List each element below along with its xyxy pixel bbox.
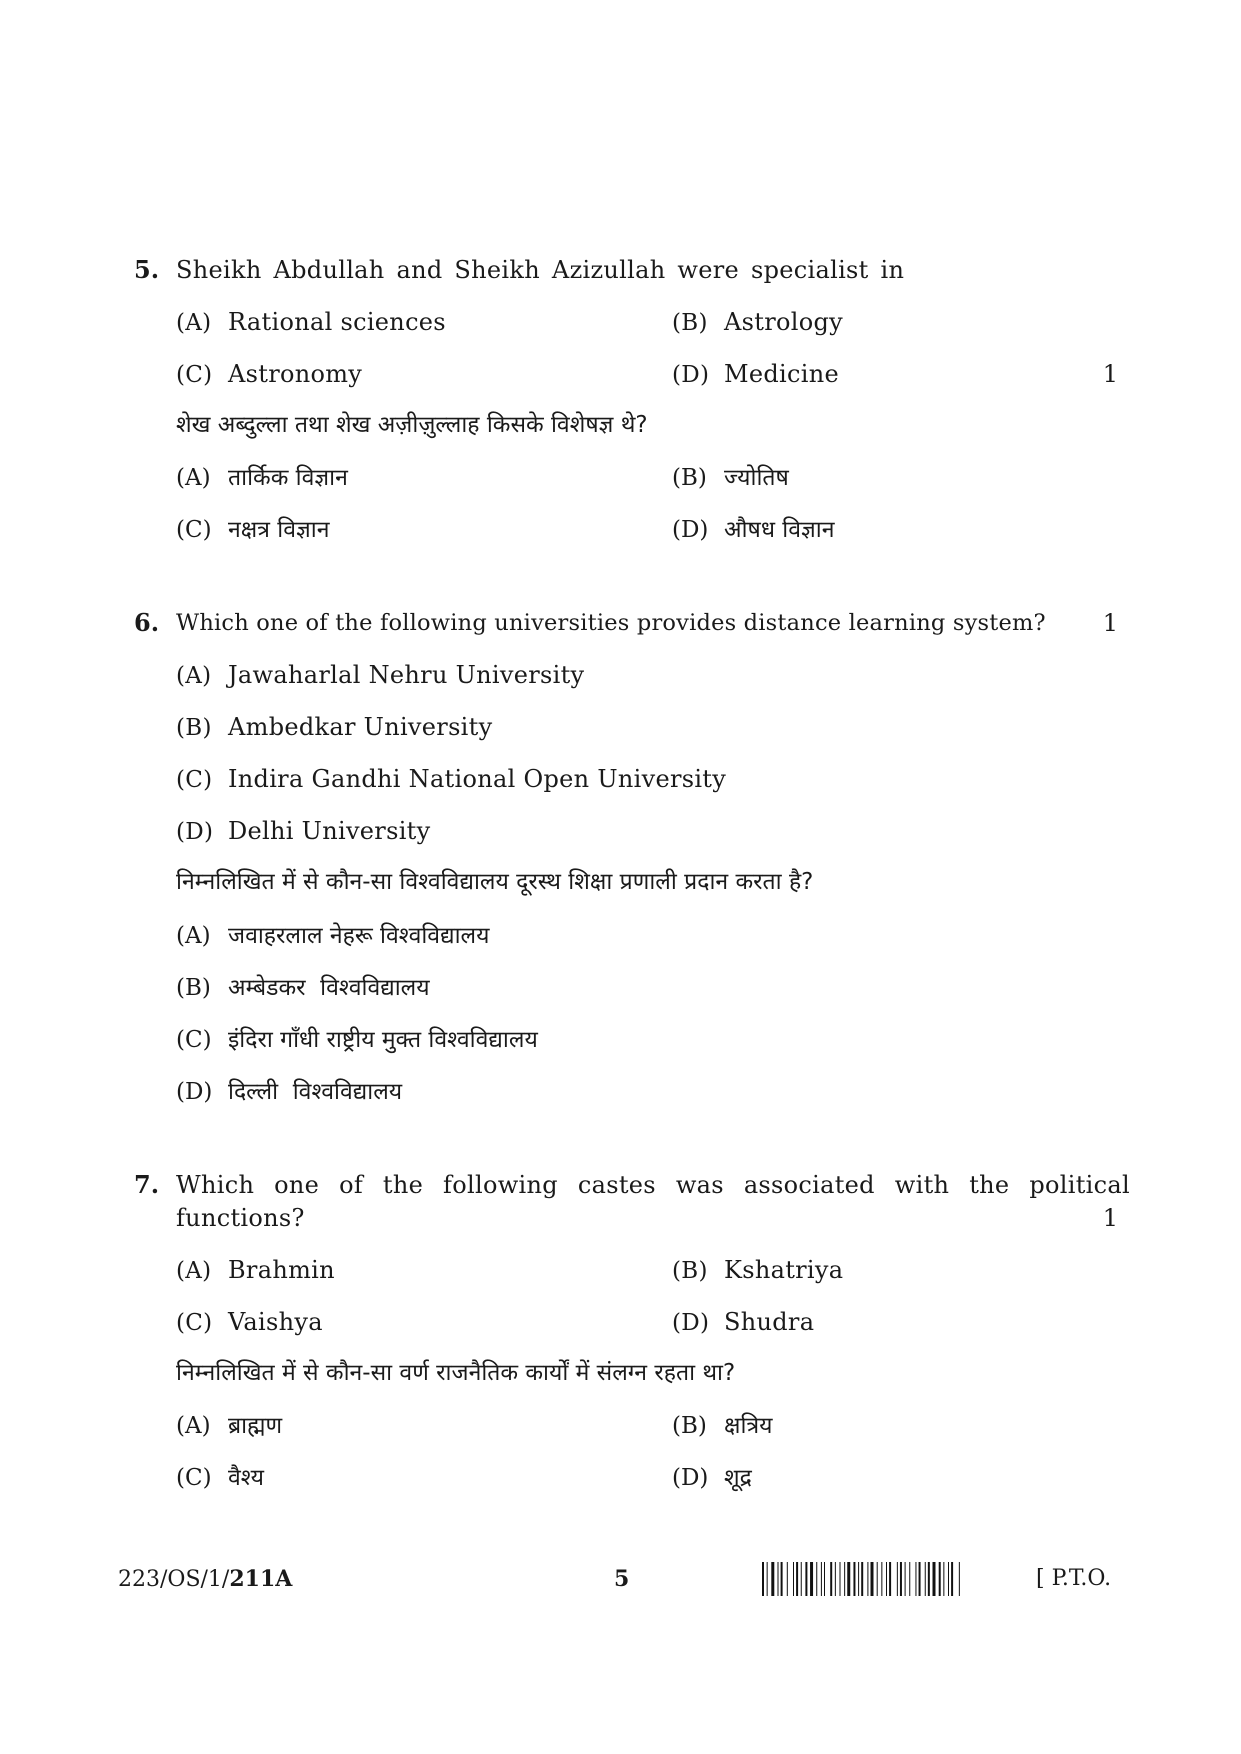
question-7-number: 7. (134, 1170, 160, 1199)
q7-option-a-en: (A) Brahmin (176, 1256, 335, 1284)
question-7-text-en-line1: Which one of the following castes was associated with the political (176, 1171, 1130, 1199)
question-5-text-hi: शेख अब्दुल्ला तथा शेख अज़ीज़ुल्लाह किसके विशेषज्ञ थे? (176, 412, 648, 438)
q7-option-c-en: (C) Vaishya (176, 1308, 323, 1336)
q7-option-a-hi: (A) ब्राह्मण (176, 1413, 283, 1439)
q6-option-b-en: (B) Ambedkar University (176, 713, 493, 741)
q7-option-d-hi: (D) शूद्र (672, 1465, 752, 1491)
q6-option-a-hi: (A) जवाहरलाल नेहरू विश्वविद्यालय (176, 923, 490, 949)
q6-option-d-hi: (D) दिल्ली विश्वविद्यालय (176, 1079, 403, 1105)
pto-label: [ P.T.O. (1036, 1566, 1112, 1591)
q5-option-c-en: (C) Astronomy (176, 360, 363, 388)
question-5-number: 5. (134, 255, 160, 284)
q5-option-c-hi: (C) नक्षत्र विज्ञान (176, 517, 330, 543)
q5-option-b-hi: (B) ज्योतिष (672, 465, 789, 491)
q5-option-b-en: (B) Astrology (672, 308, 843, 336)
q7-option-b-hi: (B) क्षत्रिय (672, 1413, 773, 1439)
q6-option-a-en: (A) Jawaharlal Nehru University (176, 661, 585, 689)
question-6-number: 6. (134, 608, 160, 637)
q5-option-d-en: (D) Medicine (672, 360, 839, 388)
page-number: 5 (614, 1566, 630, 1592)
question-7-marks: 1 (1102, 1204, 1118, 1232)
question-7-text-en-line2: functions? (176, 1204, 305, 1232)
question-6-marks: 1 (1102, 609, 1118, 637)
question-6-text-en: Which one of the following universities provides distance learning system? (176, 610, 1046, 636)
q6-option-c-hi: (C) इंदिरा गाँधी राष्ट्रीय मुक्त विश्वविद्यालय (176, 1027, 538, 1053)
q5-option-d-hi: (D) औषध विज्ञान (672, 517, 835, 543)
question-6-text-hi: निम्नलिखित में से कौन-सा विश्वविद्यालय दूरस्थ शिक्षा प्रणाली प्रदान करता है? (176, 869, 814, 895)
q6-option-b-hi: (B) अम्बेडकर विश्वविद्यालय (176, 975, 430, 1001)
barcode-icon (762, 1562, 1018, 1596)
question-5-marks: 1 (1102, 360, 1118, 388)
question-7-text-hi: निम्नलिखित में से कौन-सा वर्ण राजनैतिक कार्यों में संलग्न रहता था? (176, 1360, 736, 1386)
q7-option-d-en: (D) Shudra (672, 1308, 815, 1336)
paper-code: 223/OS/1/211A (118, 1566, 293, 1592)
q6-option-d-en: (D) Delhi University (176, 817, 431, 845)
question-5-text-en: Sheikh Abdullah and Sheikh Azizullah were specialist in (176, 256, 905, 284)
q5-option-a-en: (A) Rational sciences (176, 308, 446, 336)
q6-option-c-en: (C) Indira Gandhi National Open University (176, 765, 727, 793)
q7-option-b-en: (B) Kshatriya (672, 1256, 844, 1284)
q5-option-a-hi: (A) तार्किक विज्ञान (176, 465, 348, 491)
q7-option-c-hi: (C) वैश्य (176, 1465, 264, 1491)
